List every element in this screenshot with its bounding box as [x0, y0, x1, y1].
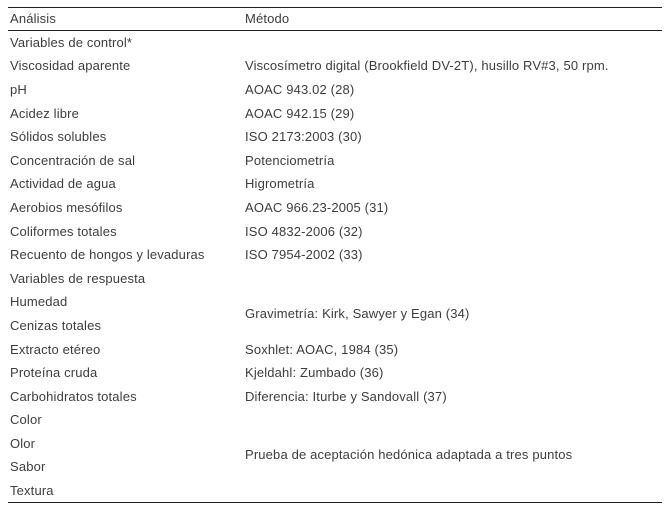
table-row [8, 219, 662, 243]
method-cell-merged: Prueba de aceptación hedónica adaptada a tres puntos [245, 447, 573, 463]
table-row [8, 337, 662, 361]
analysis-cell: Variables de control* [10, 35, 133, 51]
table-row [8, 361, 662, 385]
method-cell: Kjeldahl: Zumbado (36) [245, 365, 384, 381]
table-row [8, 243, 662, 267]
table-row [8, 384, 662, 408]
column-header-analisis: Análisis [10, 10, 56, 26]
method-cell: Higrometría [245, 176, 315, 192]
analysis-cell: Humedad [10, 294, 68, 310]
analysis-cell: Actividad de agua [10, 176, 116, 192]
method-cell: Viscosímetro digital (Brookfield DV-2T), husillo RV#3, 50 rpm. [245, 58, 609, 74]
analysis-cell: Carbohidratos totales [10, 388, 137, 404]
method-cell [243, 266, 662, 290]
method-cell: Diferencia: Iturbe y Sandovall (37) [245, 388, 447, 404]
analysis-cell: Extracto etéreo [10, 341, 101, 357]
analysis-cell: Color [10, 412, 42, 428]
method-cell: AOAC 942.15 (29) [245, 105, 355, 121]
method-cell: Potenciometría [245, 152, 335, 168]
analysis-cell: Recuento de hongos y levaduras [10, 247, 205, 263]
table-header [8, 8, 662, 31]
column-header-metodo: Método [245, 10, 290, 26]
analysis-cell: Sabor [10, 459, 46, 475]
table-row [8, 54, 662, 78]
method-cell-merged: Gravimetría: Kirk, Sawyer y Egan (34) [245, 306, 470, 322]
header-row [8, 8, 662, 31]
table-row-section [8, 266, 662, 290]
methods-table [8, 7, 662, 503]
method-cell: AOAC 966.23-2005 (31) [245, 199, 389, 215]
table-row [8, 290, 662, 314]
analysis-cell: Acidez libre [10, 105, 79, 121]
analysis-cell: Olor [10, 435, 36, 451]
method-cell [243, 31, 662, 55]
method-cell: ISO 7954-2002 (33) [245, 247, 363, 263]
analysis-cell: Textura [10, 482, 54, 498]
table-row [8, 125, 662, 149]
analysis-cell: Concentración de sal [10, 152, 136, 168]
method-cell: ISO 4832-2006 (32) [245, 223, 363, 239]
method-cell: AOAC 943.02 (28) [245, 81, 355, 97]
analysis-cell: Variables de respuesta [10, 270, 146, 286]
analysis-cell: Cenizas totales [10, 317, 102, 333]
analysis-cell: Coliformes totales [10, 223, 117, 239]
method-cell: Soxhlet: AOAC, 1984 (35) [245, 341, 399, 357]
table-row [8, 196, 662, 220]
method-cell: ISO 2173:2003 (30) [245, 129, 362, 145]
table-body [8, 31, 662, 503]
table-row [8, 101, 662, 125]
analysis-cell: Proteína cruda [10, 365, 98, 381]
table-row-section [8, 31, 662, 55]
table-row [8, 78, 662, 102]
analysis-cell: pH [10, 81, 27, 97]
table-row [8, 172, 662, 196]
table-row [8, 148, 662, 172]
analysis-cell: Aerobios mesófilos [10, 199, 123, 215]
analysis-cell: Sólidos solubles [10, 129, 107, 145]
analysis-cell: Viscosidad aparente [10, 58, 131, 74]
table-row [8, 408, 662, 432]
